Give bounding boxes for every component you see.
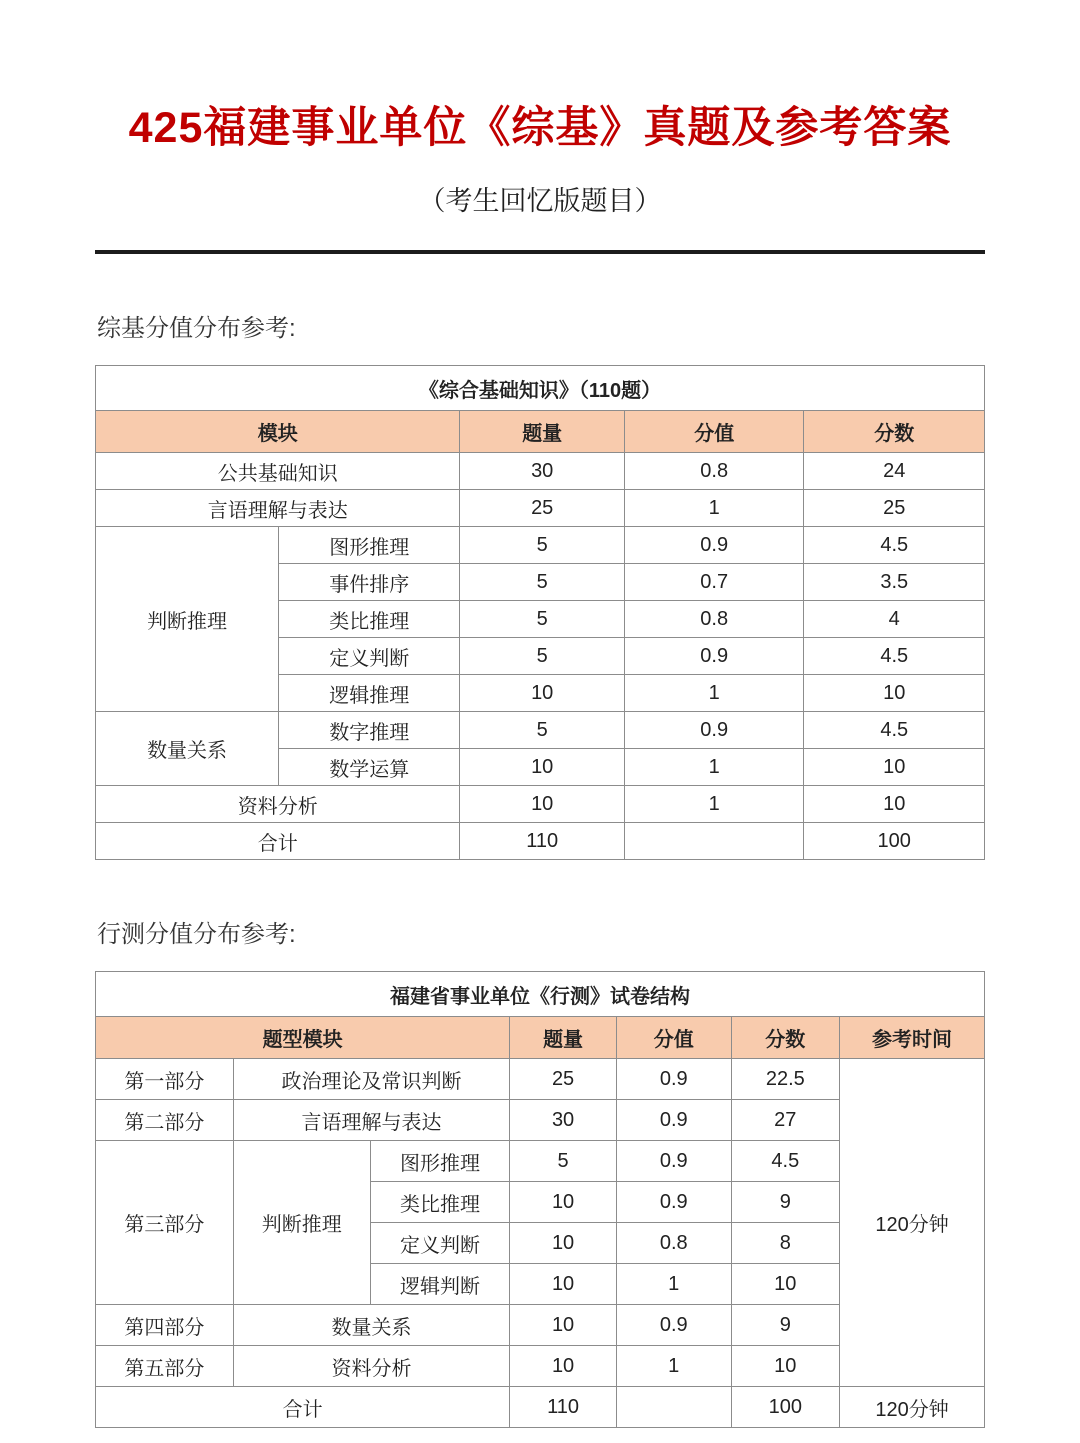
cell: 0.9	[616, 1059, 731, 1100]
cell: 10	[460, 675, 624, 712]
total-cell: 合计	[96, 823, 460, 860]
table-row	[96, 786, 985, 823]
cell: 5	[460, 638, 624, 675]
cell: 1	[616, 1346, 731, 1387]
cell: 类比推理	[279, 601, 460, 638]
part-cell: 第五部分	[96, 1346, 234, 1387]
zongji-score-table	[95, 365, 985, 860]
cell: 4.5	[804, 712, 985, 749]
cell: 类比推理	[370, 1182, 510, 1223]
table-row	[96, 366, 985, 411]
cell: 10	[510, 1346, 617, 1387]
group-cell: 判断推理	[233, 1141, 370, 1305]
part-cell: 第三部分	[96, 1141, 234, 1305]
cell: 25	[804, 490, 985, 527]
cell: 图形推理	[279, 527, 460, 564]
cell: 0.9	[616, 1141, 731, 1182]
cell: 10	[460, 749, 624, 786]
cell: 定义判断	[279, 638, 460, 675]
cell: 0.9	[624, 712, 804, 749]
cell: 30	[460, 453, 624, 490]
table-row	[96, 712, 985, 749]
section-label-xingce: 行测分值分布参考:	[97, 921, 296, 949]
header-cell-count: 题量	[460, 411, 624, 453]
table-row	[96, 411, 985, 453]
cell: 9	[731, 1305, 839, 1346]
cell: 逻辑推理	[279, 675, 460, 712]
cell: 5	[460, 564, 624, 601]
page-subtitle: （考生回忆版题目）	[418, 186, 662, 217]
cell: 10	[804, 749, 985, 786]
cell: 10	[804, 675, 985, 712]
cell: 5	[510, 1141, 617, 1182]
cell: 数量关系	[233, 1305, 509, 1346]
cell: 27	[731, 1100, 839, 1141]
table-row	[96, 527, 985, 564]
cell: 10	[510, 1305, 617, 1346]
section-label-zongji: 综基分值分布参考:	[97, 315, 296, 343]
cell: 10	[510, 1223, 617, 1264]
cell: 政治理论及常识判断	[233, 1059, 509, 1100]
cell: 0.9	[624, 527, 804, 564]
time-cell: 120分钟	[840, 1059, 985, 1387]
table-row	[96, 453, 985, 490]
cell: 5	[460, 601, 624, 638]
cell: 4	[804, 601, 985, 638]
cell: 0.9	[616, 1182, 731, 1223]
table-row	[96, 1059, 985, 1100]
cell: 24	[804, 453, 985, 490]
cell: 22.5	[731, 1059, 839, 1100]
header-cell-score: 分数	[804, 411, 985, 453]
cell: 9	[731, 1182, 839, 1223]
cell: 10	[804, 786, 985, 823]
cell: 1	[616, 1264, 731, 1305]
cell: 逻辑判断	[370, 1264, 510, 1305]
cell: 4.5	[731, 1141, 839, 1182]
header-cell-module: 题型模块	[96, 1017, 510, 1059]
header-cell-score: 分数	[731, 1017, 839, 1059]
header-cell-time: 参考时间	[840, 1017, 985, 1059]
cell: 事件排序	[279, 564, 460, 601]
cell: 言语理解与表达	[96, 490, 460, 527]
cell: 3.5	[804, 564, 985, 601]
header-cell-count: 题量	[510, 1017, 617, 1059]
total-cell-empty	[616, 1387, 731, 1428]
header-cell-value: 分值	[624, 411, 804, 453]
cell: 1	[624, 749, 804, 786]
cell: 资料分析	[233, 1346, 509, 1387]
cell: 10	[731, 1264, 839, 1305]
cell: 数字推理	[279, 712, 460, 749]
divider	[95, 250, 985, 254]
cell: 0.9	[624, 638, 804, 675]
table-row	[96, 1017, 985, 1059]
cell: 25	[460, 490, 624, 527]
total-cell: 100	[731, 1387, 839, 1428]
cell: 言语理解与表达	[233, 1100, 509, 1141]
total-time-cell: 120分钟	[840, 1387, 985, 1428]
cell: 资料分析	[96, 786, 460, 823]
cell: 10	[510, 1264, 617, 1305]
total-cell: 100	[804, 823, 985, 860]
part-cell: 第二部分	[96, 1100, 234, 1141]
total-cell: 110	[460, 823, 624, 860]
table-title-cell: 《综合基础知识》（110题）	[96, 366, 985, 411]
table-title-cell: 福建省事业单位《行测》试卷结构	[96, 972, 985, 1017]
header-cell-value: 分值	[616, 1017, 731, 1059]
cell: 0.7	[624, 564, 804, 601]
cell: 1	[624, 675, 804, 712]
cell: 定义判断	[370, 1223, 510, 1264]
cell: 0.8	[624, 601, 804, 638]
table-row	[96, 823, 985, 860]
cell: 公共基础知识	[96, 453, 460, 490]
cell: 25	[510, 1059, 617, 1100]
group-cell: 数量关系	[96, 712, 279, 786]
header-cell-module: 模块	[96, 411, 460, 453]
cell: 30	[510, 1100, 617, 1141]
total-cell: 110	[510, 1387, 617, 1428]
page-title: 425福建事业单位《综基》真题及参考答案	[128, 104, 952, 152]
cell: 10	[460, 786, 624, 823]
xingce-score-table	[95, 971, 985, 1428]
cell: 4.5	[804, 638, 985, 675]
cell: 图形推理	[370, 1141, 510, 1182]
cell: 0.8	[624, 453, 804, 490]
cell: 5	[460, 712, 624, 749]
cell: 8	[731, 1223, 839, 1264]
cell: 10	[731, 1346, 839, 1387]
cell: 10	[510, 1182, 617, 1223]
cell: 数学运算	[279, 749, 460, 786]
total-cell-empty	[624, 823, 804, 860]
cell: 1	[624, 490, 804, 527]
cell: 1	[624, 786, 804, 823]
cell: 0.9	[616, 1100, 731, 1141]
cell: 5	[460, 527, 624, 564]
table-row	[96, 972, 985, 1017]
part-cell: 第一部分	[96, 1059, 234, 1100]
table-row	[96, 490, 985, 527]
total-cell: 合计	[96, 1387, 510, 1428]
part-cell: 第四部分	[96, 1305, 234, 1346]
cell: 0.8	[616, 1223, 731, 1264]
cell: 4.5	[804, 527, 985, 564]
table-row	[96, 1387, 985, 1428]
group-cell: 判断推理	[96, 527, 279, 712]
cell: 0.9	[616, 1305, 731, 1346]
